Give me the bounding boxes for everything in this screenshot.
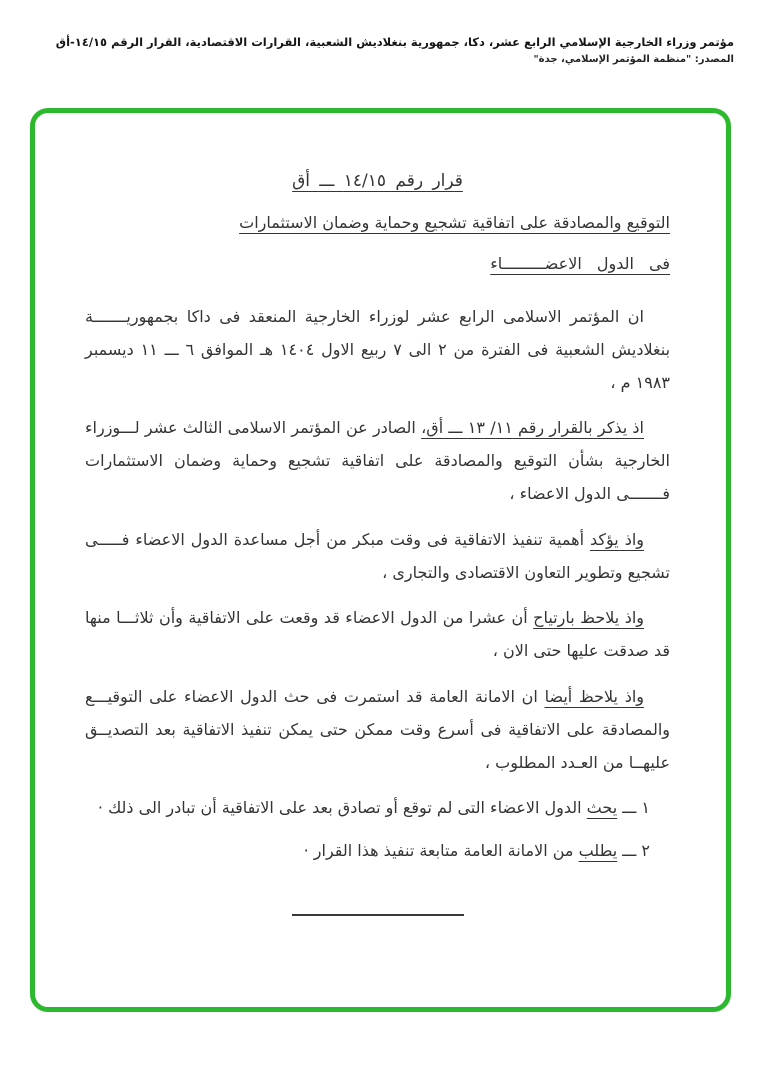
resolution-subtitle [85,213,670,232]
paragraph-lead: واذ يلاحظ أيضا [544,686,645,706]
item-text: الدول الاعضاء التى لم توقع أو تصادق بعد على الاتفاقية أن تبادر الى ذلك · [97,798,587,818]
scan-content [85,171,670,916]
header-line-1: مؤتمر وزراء الخارجية الإسلامي الرابع عشر، دكا، جمهورية بنغلاديش الشعبية، القرارات الاقتصادية، القرار الرقم ١٤/١٥-أق [55,35,734,49]
paragraph-affirming [85,524,670,590]
header-line-2: المصدر: "منظمة المؤتمر الإسلامي، جدة" [533,54,734,66]
item-lead: يحث [586,798,618,818]
item-number: ١ ـــ [617,798,650,818]
paragraph-text: ان المؤتمر الاسلامى الرابع عشر لوزراء الخارجية المنعقد فى داكا بجمهوريـــــــة بنغلاديش الشعبية فى الفترة من ٢ الى ٧ ربيع الاول ١٤٠٤ هـ الموافق ٦ ـــ ١١ ديسمبر ١٩٨٣ م ، [85,307,671,392]
item-text: من الامانة العامة متابعة تنفيذ هذا القرار · [303,841,579,861]
end-divider [292,914,464,916]
paragraph-lead: اذ يذكر بالقرار رقم ١١/ ١٣ ـــ أق، [421,418,644,438]
paragraph-preamble [85,301,670,399]
paragraph-recalling [85,412,670,510]
document-header [24,34,734,65]
resolution-subtitle-2 [85,254,670,273]
operative-item-1 [85,792,670,825]
resolution-subtitle-2-text: فى الدول الاعضـــــــــاء [490,254,670,273]
paragraph-noting-satisfaction [85,602,670,668]
scan-frame [30,108,731,1012]
paragraph-lead: واذ يؤكد [590,529,644,549]
resolution-title [85,171,670,191]
paragraph-text: أن عشرا من الدول الاعضاء قد وقعت على الاتفاقية وأن ثلاثـــا منها قد صدقت عليها حتى الان ، [85,608,670,661]
paragraph-text: الصادر عن المؤتمر الاسلامى الثالث عشر لـــوزراء الخارجية بشأن التوقيع والمصادقة على اتفاقية تشجيع وحماية وضمان الاستثمارات فـــــــى الدول الاعضاء ، [85,418,670,503]
item-number: ٢ ـــ [617,841,650,861]
resolution-subtitle-text: التوقيع والمصادقة على اتفاقية تشجيع وحماية وضمان الاستثمارات [239,213,670,232]
paragraph-text: أهمية تنفيذ الاتفاقية فى وقت مبكر من أجل مساعدة الدول الاعضاء فـــــى تشجيع وتطوير التعاون الاقتصادى والتجارى ، [85,529,670,582]
paragraph-text: ان الامانة العامة قد استمرت فى حث الدول الاعضاء على التوقيـــع والمصادقة على الاتفاقية فى أسرع وقت ممكن حتى يمكن تنفيذ الاتفاقية بعد التصديــق عليهــا من العـدد المطلوب ، [85,686,670,772]
paragraph-noting-also [85,681,670,779]
operative-item-2 [85,835,670,868]
resolution-title-text: قرار رقم ١٤/١٥ ـــ أق [292,171,463,191]
paragraph-lead: واذ يلاحظ بارتياح [533,608,644,628]
item-lead: يطلب [578,841,618,861]
